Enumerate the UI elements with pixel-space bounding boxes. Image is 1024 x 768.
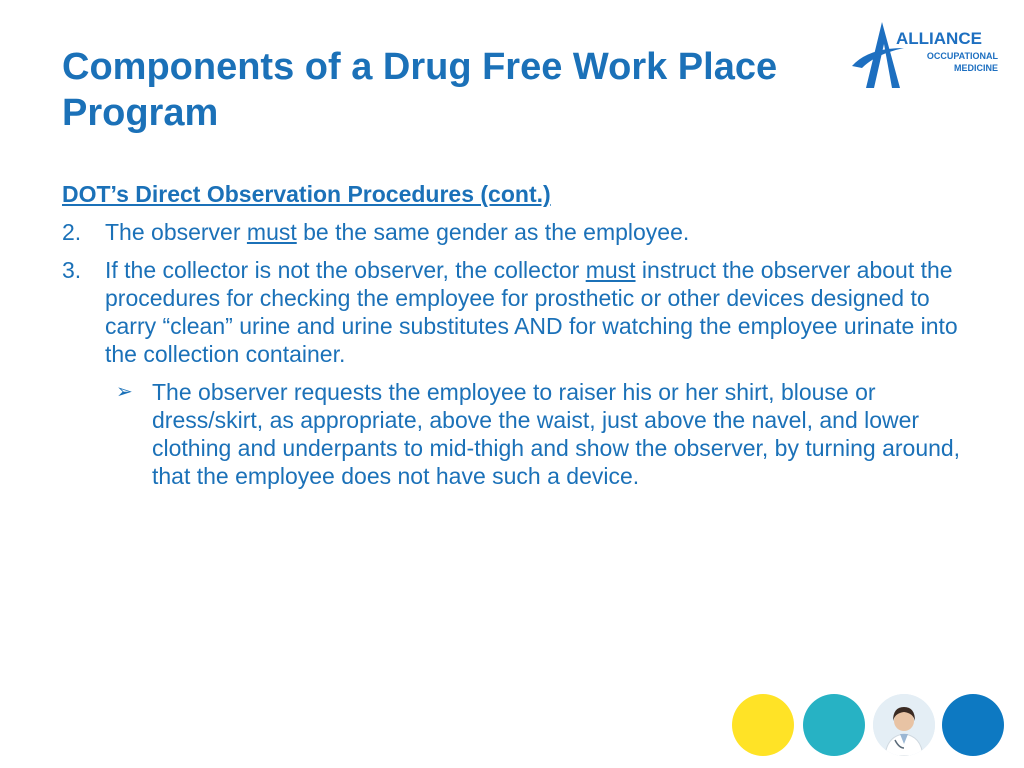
- doctor-illustration: [873, 694, 935, 756]
- emphasis-text: must: [585, 257, 636, 283]
- logo-line-3: MEDICINE: [953, 63, 998, 73]
- text-segment: The observer: [105, 219, 247, 245]
- list-item-number: 2.: [62, 219, 82, 245]
- logo-line-1: ALLIANCE: [896, 29, 982, 48]
- section-subheading: DOT’s Direct Observation Procedures (cont.): [62, 181, 551, 207]
- list-item: [62, 256, 967, 368]
- yellow-circle: [732, 694, 794, 756]
- arrow-bullet-icon: ➢: [116, 381, 133, 403]
- list-item-number: 3.: [62, 257, 82, 283]
- list-item: [62, 218, 967, 246]
- blue-circle: [942, 694, 1004, 756]
- teal-circle: [803, 694, 865, 756]
- text-segment: If the collector is not the observer, the collector: [105, 257, 586, 283]
- slide-title: Components of a Drug Free Work Place Program: [62, 46, 778, 134]
- alliance-occupational-medicine-logo: [848, 18, 1000, 98]
- emphasis-text: must: [246, 219, 297, 245]
- slide-body: [62, 180, 967, 490]
- logo-line-2: OCCUPATIONAL: [926, 51, 998, 61]
- list-item-text: [105, 256, 967, 368]
- doctor-photo-icon: [873, 694, 935, 756]
- sub-bullet-item: [112, 378, 967, 490]
- text-segment: be the same gender as the employee.: [296, 219, 690, 245]
- list-item-text: [105, 218, 967, 246]
- sub-bullet-text: The observer requests the employee to raiser his or her shirt, blouse or dress/skirt, as appropriate, above the waist, just above the navel, and lower clothing and underpants to mid-thigh and show the observer, by turning around, that the employee does not have such a device.: [152, 379, 961, 489]
- text-segment: instruct the observer about the procedures for checking the employee for prosthetic or other devices designed to carry “clean” urine and urine substitutes AND for watching the employee urinate into the collection container.: [105, 257, 958, 367]
